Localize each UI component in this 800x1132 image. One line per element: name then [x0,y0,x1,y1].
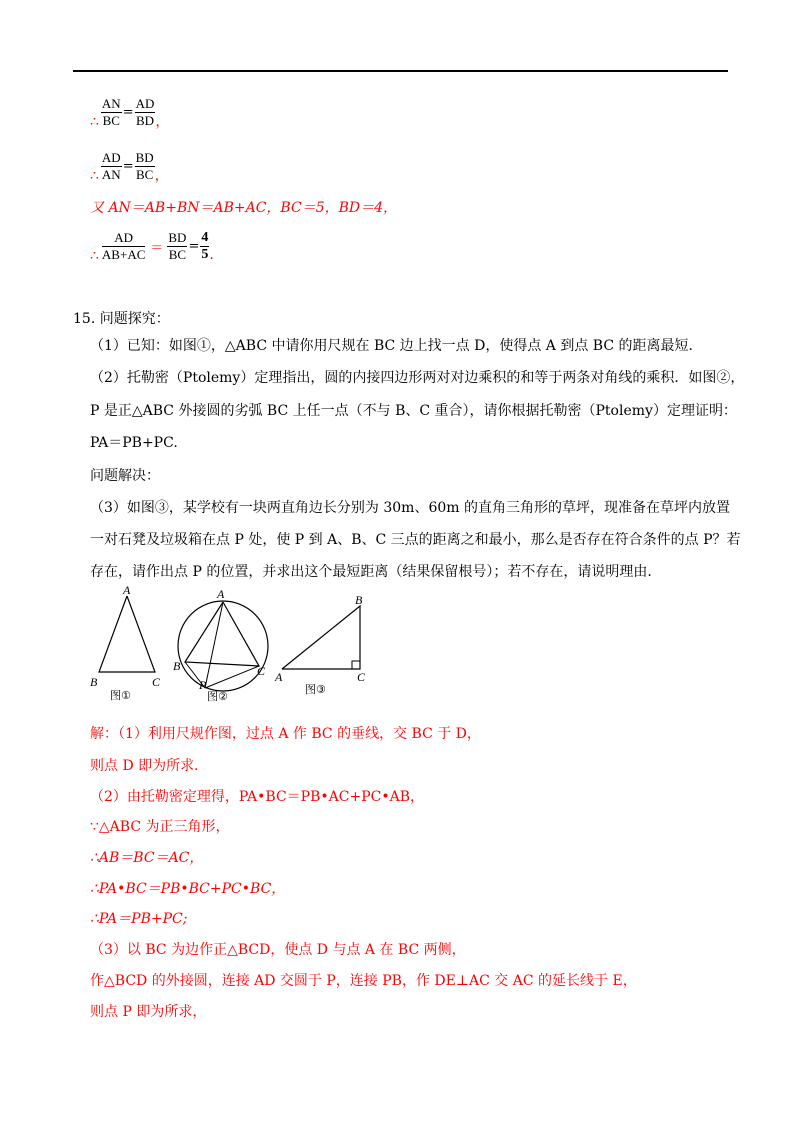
fig2-label-c: C [257,664,266,678]
problem-number: 15. [73,311,96,327]
problem-part3-line3: 存在，请作出点 P 的位置，并求出这个最短距离（结果保留根号）；若不存在，请说明理由. [90,564,652,580]
figure-2 [173,587,268,703]
problem-part2-line3: PA＝PB+PC. [90,435,178,451]
solution-line-5: ∴AB＝BC＝AC， [90,850,204,866]
fraction-ad-bd: $\frac{AD}{BD}$ [135,96,155,128]
figure-1 [90,583,161,702]
fig2-label-a: A [217,587,225,601]
problem-part2-line2: P 是正△ABC 外接圆的劣弧 BC 上任一点（不与 B、C 重合），请你根据托勒密（Ptolemy）定理证明： [90,403,737,419]
fig1-label-b: B [90,675,98,689]
fig2-caption: 图② [207,690,228,703]
fraction-ad-an: $\frac{AD}{AN}$ [101,150,121,182]
right-angle-mark [352,661,360,669]
therefore-symbol: ∴ [90,113,99,130]
solution-line-8: （3）以 BC 为边作正△BCD，使点 D 与点 A 在 BC 两侧， [90,942,466,958]
fig3-label-c: C [357,670,366,684]
fraction-bd-bc-2: $\frac{BD}{BC}$ [168,230,187,262]
fig3-caption: 图③ [305,683,326,696]
solution-line-3: （2）由托勒密定理得，PA•BC＝PB•AC+PC•AB， [90,789,424,805]
fraction-four-fifths: $\frac{4}{5}$ [201,230,209,262]
fig1-caption: 图① [110,689,131,702]
header-rule [73,70,728,72]
fig2-label-p: P [199,678,207,692]
triangle-abc-fig2 [185,602,259,666]
fig3-label-b: B [355,593,363,607]
fig1-label-a: A [123,583,131,597]
equation-final-ratio: ∴ $\frac{AD}{AB+AC}$ ＝ $\frac{BD}{BC}$ = $\frac{4}{5}$ . [90,230,214,264]
problem-header [73,309,170,329]
triangle-abc-fig1 [99,596,155,672]
fig1-label-c: C [152,675,161,689]
equation-an-bc: ∴ $\frac{AN}{BC}$ = $\frac{AD}{BD}$ ， [90,96,170,130]
equation-ad-an: ∴ $\frac{AD}{AN}$ = $\frac{BD}{BC}$ ， [90,150,169,184]
solution-line-9: 作△BCD 的外接圆，连接 AD 交圆于 P，连接 PB，作 DE⊥AC 交 AC 的延长线于 E， [90,973,637,989]
problem-part2-line1: （2）托勒密（Ptolemy）定理指出，圆的内接四边形两对对边乘积的和等于两条对角线的乘积．如图②， [90,370,745,386]
fraction-bd-bc: $\frac{BD}{BC}$ [135,150,154,182]
figures-diagram [85,582,385,707]
solution-line-2: 则点 D 即为所求． [90,758,209,774]
problem-title: 问题探究： [99,311,170,327]
segment-pc [205,666,259,688]
fig2-label-b: B [173,659,181,673]
therefore-symbol: ∴ [90,167,99,184]
circumcircle [178,601,268,691]
solution-line-1: 解：（1）利用尺规作图，过点 A 作 BC 的垂线，交 BC 于 D， [90,726,481,742]
problem-part1: （1）已知：如图①，△ABC 中请你用尺规在 BC 边上找一点 D，使得点 A 到点 BC 的距离最短. [90,338,693,354]
fraction-an-bc: $\frac{AN}{BC}$ [101,96,121,128]
solution-line-4: ∵△ABC 为正三角形， [90,819,230,835]
solution-line-10: 则点 P 即为所求， [90,1004,207,1020]
segment-pa [205,602,223,688]
problem-subtitle: 问题解决： [90,468,160,484]
therefore-symbol: ∴ [90,247,99,264]
solution-line-6: ∴PA•BC＝PB•BC+PC•BC， [90,881,286,897]
solution-line-an: 又 AN＝AB+BN＝AB+AC，BC＝5，BD＝4， [90,200,398,216]
solution-line-7: ∴PA＝PB+PC; [90,911,188,927]
fig3-label-a: A [275,670,283,684]
fraction-ad-ab-ac: $\frac{AD}{AB+AC}$ [101,230,146,262]
figure-3 [274,593,366,696]
problem-part3-line1: （3）如图③，某学校有一块两直角边长分别为 30m、60m 的直角三角形的草坪，现准备在草坪内放置 [90,500,730,516]
problem-part3-line2: 一对石凳及垃圾箱在点 P 处，使 P 到 A、B、C 三点的距离之和最小，那么是否存在符合条件的点 P？若 [90,532,741,548]
right-triangle [282,606,360,669]
